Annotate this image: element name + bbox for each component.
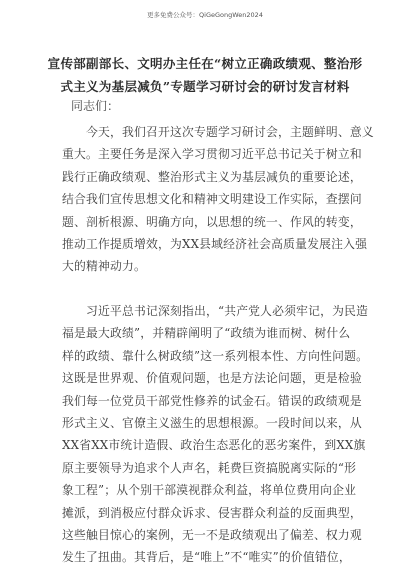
text-line: 发生了扭曲。其背后，是“唯上”不“唯实”的价值错位， bbox=[62, 550, 351, 565]
text-line: 样的政绩、靠什么树政绩”这一系列根本性、方向性问题。 bbox=[62, 348, 369, 363]
greeting: 同志们： bbox=[71, 99, 120, 113]
text-line: 象工程”；从个别干部漠视群众利益，将单位费用向企业 bbox=[62, 483, 357, 498]
text-line: 题、剖析根源、明确方向，以思想的统一、作风的转变， bbox=[62, 214, 362, 229]
text-line: 这既是世界观、价值观问题，也是方法论问题，更是检验 bbox=[62, 371, 362, 386]
text-line: 我们每一位党员干部党性修养的试金石。错误的政绩观是 bbox=[62, 393, 362, 408]
title-line: 式主义为基层减负”专题学习研讨会的研讨发言材料 bbox=[60, 79, 350, 94]
paragraph-1 bbox=[62, 121, 374, 278]
text-line: 福是最大政绩”，并精辟阐明了“政绩为谁而树、树什么 bbox=[62, 326, 351, 341]
text-line: 大的精神动力。 bbox=[62, 259, 146, 274]
text-line: 推动工作提质增效，为XX县域经济社会高质量发展注入强 bbox=[62, 237, 368, 252]
text-line: 重大。主要任务是深入学习贯彻习近平总书记关于树立和 bbox=[62, 147, 362, 162]
text-line: XX省XX市统计造假、政治生态恶化的恶劣案件，到XX旗 bbox=[62, 438, 366, 453]
text-line: 形式主义、官僚主义滋生的思想根源。一段时间以来，从 bbox=[62, 416, 362, 431]
text-line: 原主要领导为追求个人声名，耗费巨资搞脱离实际的“形 bbox=[62, 460, 357, 475]
text-line: 摊派，到消极应付群众诉求、侵害群众利益的反面典型， bbox=[62, 505, 362, 520]
paragraph-2 bbox=[62, 300, 369, 569]
text-line: 习近平总书记深刻指出，“共产党人必须牢记，为民造 bbox=[62, 304, 369, 318]
text-line: 这些触目惊心的案例，无一不是政绩观出了偏差、权力观 bbox=[62, 528, 362, 543]
text-line: 结合我们宣传思想文化和精神文明建设工作实际，查摆问 bbox=[62, 192, 362, 207]
title-line: 宣传部副部长、文明办主任在“树立正确政绩观、整治形 bbox=[47, 56, 363, 71]
document-title bbox=[38, 52, 372, 98]
text-line: 今天，我们召开这次专题学习研讨会，主题鲜明、意义 bbox=[62, 125, 374, 139]
text-line: 践行正确政绩观、整治形式主义为基层减负的重要论述， bbox=[62, 169, 362, 184]
watermark-header: 更多免费公众号：QiGeGongWen2024 bbox=[147, 11, 263, 19]
